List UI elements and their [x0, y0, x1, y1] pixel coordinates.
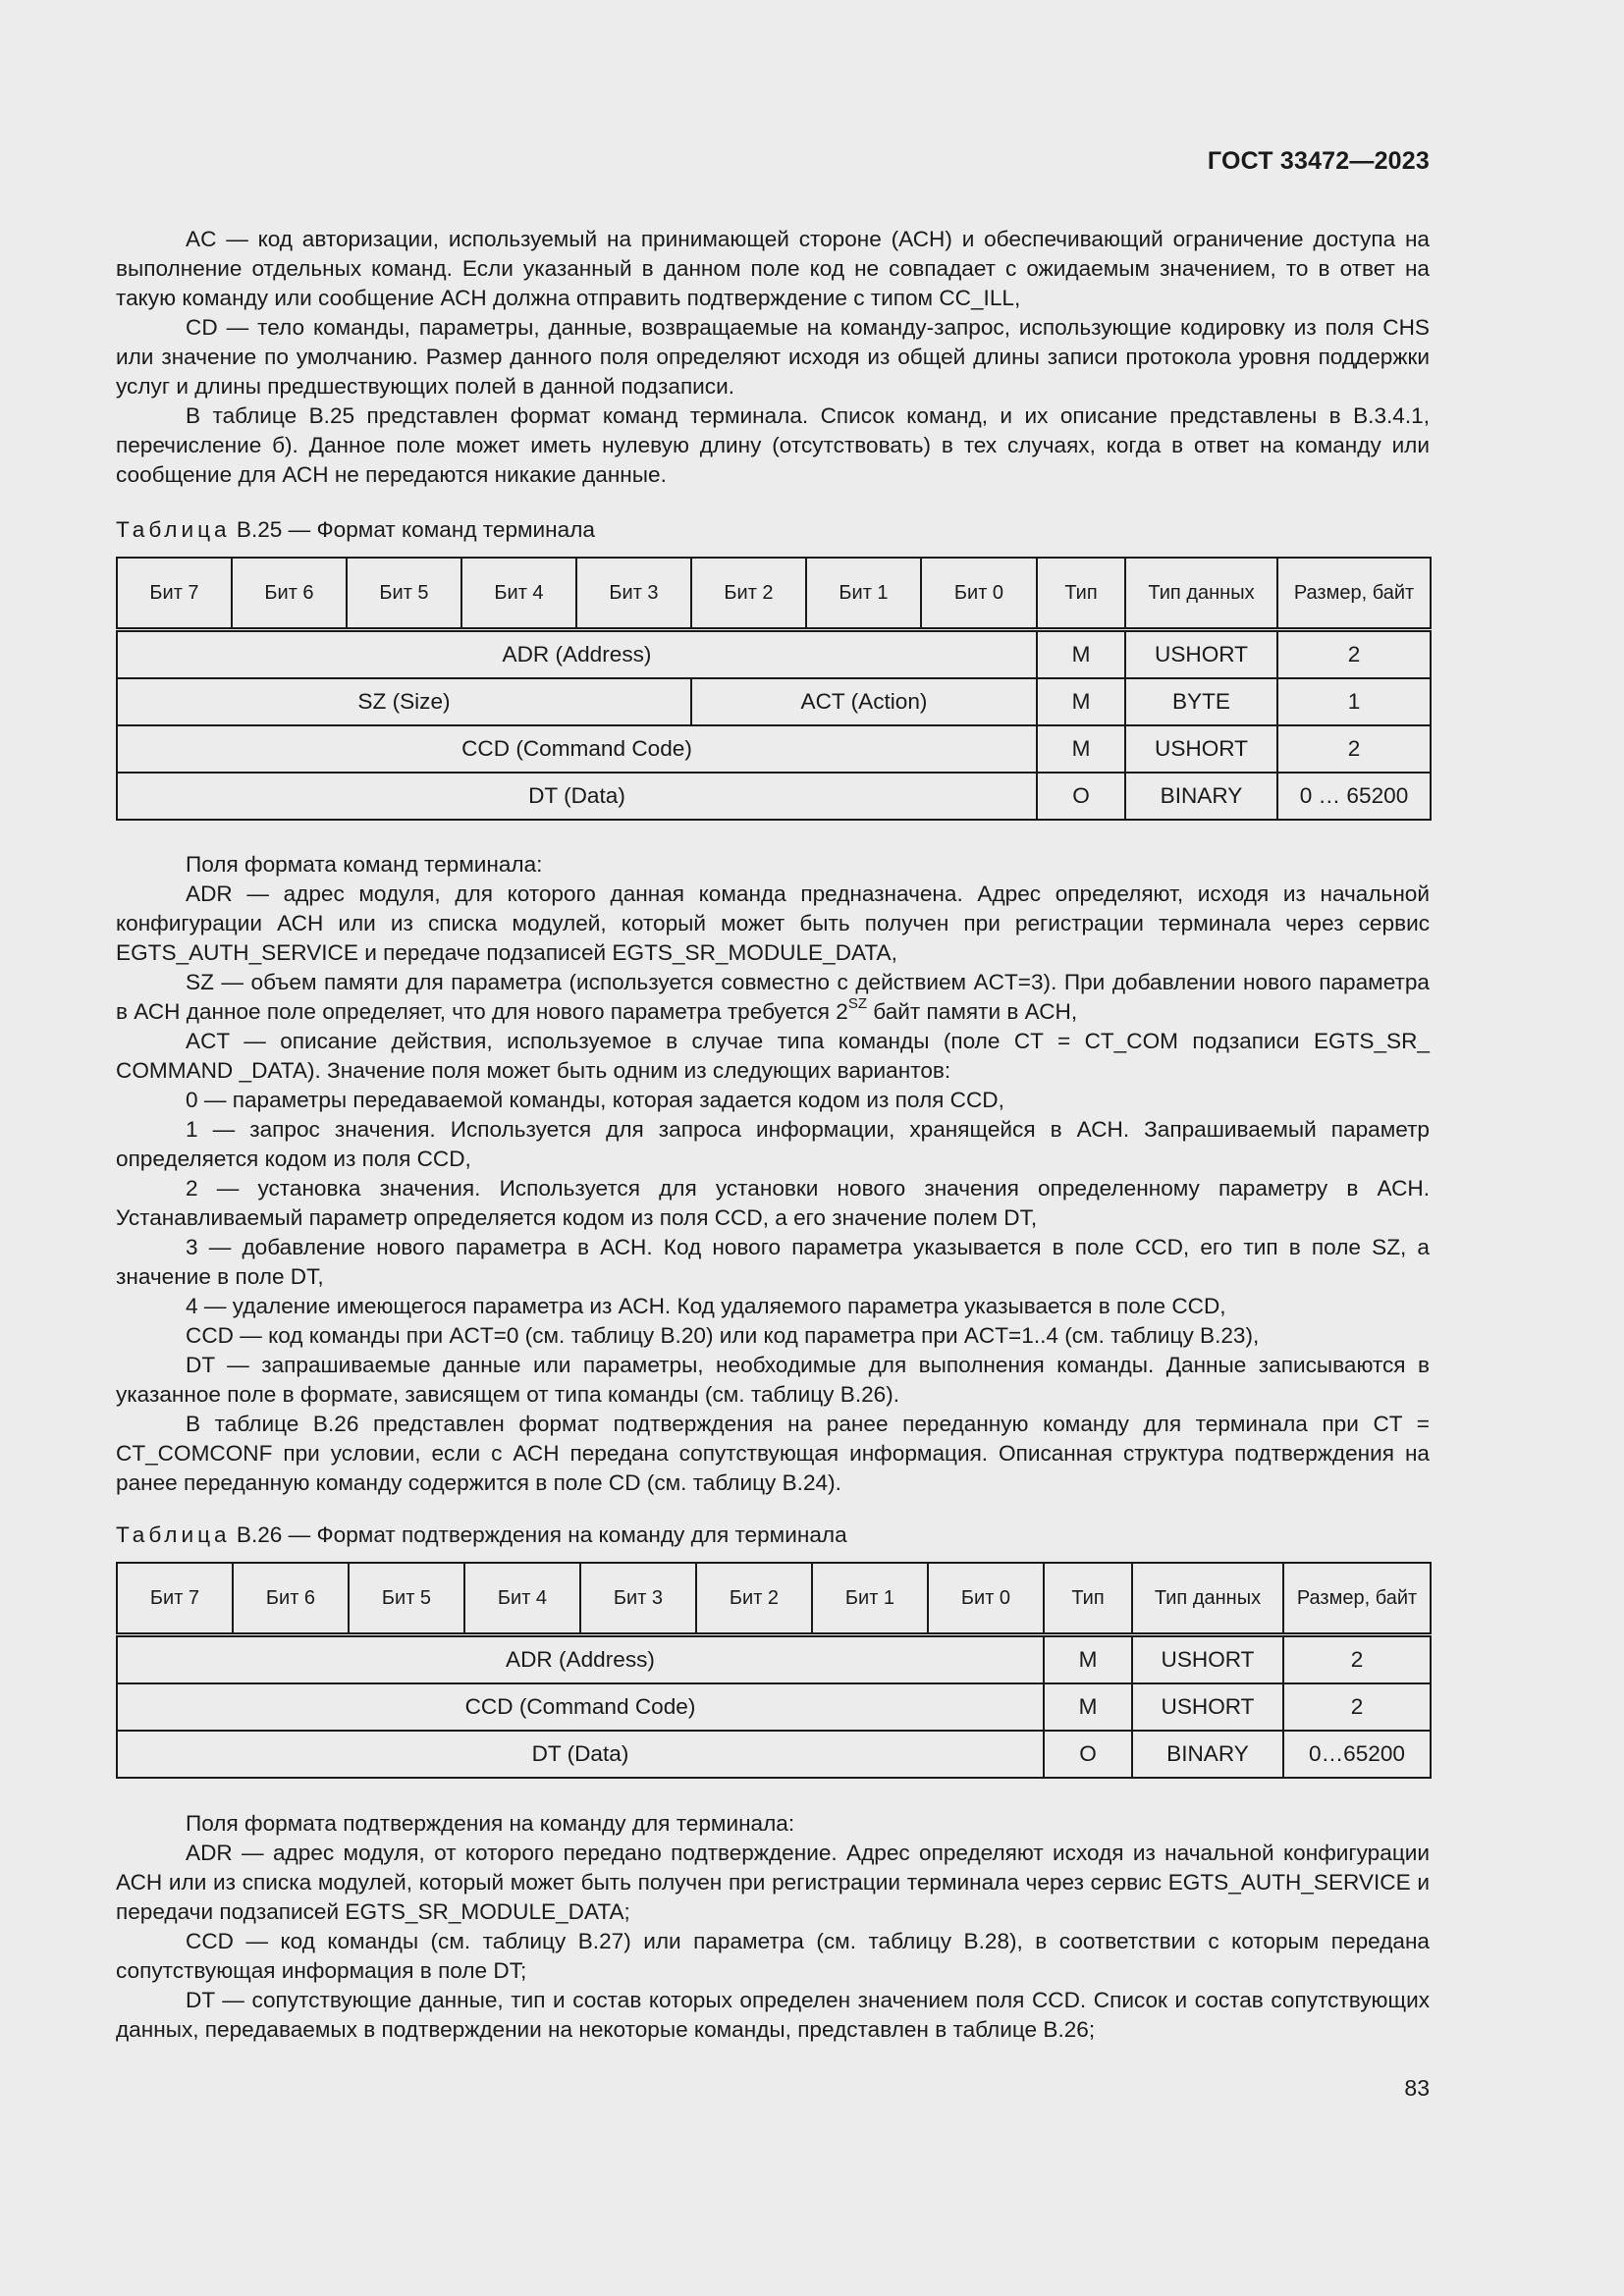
document-id: ГОСТ 33472—2023: [1207, 147, 1430, 175]
header-cell: Бит 3: [576, 558, 691, 630]
header-cell: Бит 5: [347, 558, 461, 630]
header-cell: Бит 4: [464, 1563, 580, 1635]
header-cell: Бит 1: [812, 1563, 928, 1635]
header-cell: Размер, байт: [1283, 1563, 1431, 1635]
type-cell: M: [1037, 678, 1125, 725]
sz-superscript: SZ: [847, 995, 868, 1013]
header-cell: Тип данных: [1125, 558, 1277, 630]
header-cell: Тип: [1044, 1563, 1132, 1635]
header-cell: Бит 0: [928, 1563, 1044, 1635]
table-row: [117, 630, 1431, 679]
size-cell: 2: [1277, 725, 1431, 773]
table-b25: [116, 557, 1432, 821]
dtype-cell: BYTE: [1125, 678, 1277, 725]
paragraph-sz: [116, 968, 1430, 1027]
paragraph: Поля формата подтверждения на команду для терминала:: [186, 1811, 795, 1836]
paragraph-adr: ADR — адрес модуля, для которого данная команда предназначена. Адрес определяют, исходя из начальной конфигурации АСН или из списка модулей, который может быть получен при регистрации терминала через сервис EGTS_AUTH_SERVICE и передаче подзаписей EGTS_SR_MODULE_DATA,: [116, 881, 1430, 965]
dtype-cell: USHORT: [1125, 725, 1277, 773]
middle-section: [116, 850, 1430, 1498]
header-cell: Бит 2: [691, 558, 806, 630]
table-b25-wrapper: [116, 557, 1430, 821]
field-cell: CCD (Command Code): [117, 725, 1037, 773]
sz-text: SZ — объем памяти для параметра (используется совместно с действием ACT=3). При добавлении нового параметра в АСН данное поле определяет, что для нового параметра требуется 2: [116, 970, 1430, 1024]
paragraph-ccd: CCD — код команды (см. таблицу В.27) или параметра (см. таблицу В.28), в соответствии с которым передана сопутствующая информация в поле DT;: [116, 1929, 1430, 1983]
paragraph-adr: ADR — адрес модуля, от которого передано подтверждение. Адрес определяют исходя из начальной конфигурации АСН или из списка модулей, который может быть получен при регистрации терминала через сервис EGTS_AUTH_SERVICE и передачи подзаписей EGTS_SR_MODULE_DATA;: [116, 1841, 1430, 1924]
field-cell: DT (Data): [117, 773, 1037, 820]
size-cell: 0…65200: [1283, 1731, 1431, 1778]
field-cell: ACT (Action): [691, 678, 1037, 725]
paragraph-ac: AC — код авторизации, используемый на принимающей стороне (АСН) и обеспечивающий ограничение доступа на выполнение отдельных команд. Если указанный в данном поле код не совпадает с ожидаемым значением, то в ответ на такую команду или сообщение АСН должна отправить подтверждение с типом CC_ILL,: [116, 227, 1430, 310]
paragraph-table-b26-intro: В таблице В.26 представлен формат подтверждения на ранее переданную команду для терминала при CT = CT_COMCONF при условии, если с АСН передана сопутствующая информация. Описанная структура подтверждения на ранее переданную команду содержится в поле CD (см. таблицу В.24).: [116, 1412, 1430, 1495]
header-cell: Бит 7: [117, 558, 232, 630]
header-cell: Бит 7: [117, 1563, 233, 1635]
paragraph-table-b25-intro: В таблице В.25 представлен формат команд терминала. Список команд, и их описание представлены в В.3.4.1, перечисление б). Данное поле может иметь нулевую длину (отсутствовать) в тех случаях, когда в ответ на команду или сообщение для АСН не передаются никакие данные.: [116, 403, 1430, 487]
size-cell: 1: [1277, 678, 1431, 725]
sz-text-end: байт памяти в АСН,: [867, 999, 1078, 1024]
caption-text: В.26 — Формат подтверждения на команду для терминала: [236, 1522, 847, 1547]
paragraph-cd: CD — тело команды, параметры, данные, возвращаемые на команду-запрос, использующие кодировку из поля CHS или значение по умолчанию. Размер данного поля определяют исходя из общей длины записи протокола уровня поддержки услуг и длины предшествующих полей в данной подзаписи.: [116, 315, 1430, 399]
header-cell: Бит 1: [806, 558, 921, 630]
paragraph-act-0: 0 — параметры передаваемой команды, которая задается кодом из поля CCD,: [186, 1088, 1004, 1112]
header-cell: Бит 2: [696, 1563, 812, 1635]
paragraph: Поля формата команд терминала:: [186, 852, 543, 877]
size-cell: 2: [1283, 1683, 1431, 1731]
table-row: [117, 1635, 1431, 1684]
field-cell: ADR (Address): [117, 630, 1037, 679]
paragraph-act: ACT — описание действия, используемое в случае типа команды (поле CT = CT_COM подзаписи EGTS_SR_ COMMAND _DATA). Значение поля может быть одним из следующих вариантов:: [116, 1029, 1430, 1083]
table-row: [117, 678, 1431, 725]
table-row: [117, 773, 1431, 820]
table-row: [117, 1731, 1431, 1778]
paragraph-act-4: 4 — удаление имеющегося параметра из АСН. Код удаляемого параметра указывается в поле CCD,: [186, 1294, 1226, 1318]
header-cell: Бит 5: [349, 1563, 464, 1635]
intro-section: [116, 225, 1430, 490]
table-b26-caption: [116, 1521, 1430, 1550]
type-cell: M: [1044, 1683, 1132, 1731]
dtype-cell: USHORT: [1125, 630, 1277, 679]
type-cell: M: [1037, 725, 1125, 773]
page-number: 83: [1404, 2075, 1430, 2101]
type-cell: O: [1037, 773, 1125, 820]
caption-text: В.25 — Формат команд терминала: [236, 517, 595, 542]
field-cell: DT (Data): [117, 1731, 1044, 1778]
paragraph-act-2: 2 — установка значения. Используется для установки нового значения определенному параметру в АСН. Устанавливаемый параметр определяется кодом из поля CCD, а его значение полем DT,: [116, 1176, 1430, 1230]
table-row: [117, 1683, 1431, 1731]
table-b26: [116, 1562, 1432, 1779]
caption-word: Таблица: [116, 517, 231, 542]
table-header-row: [117, 558, 1431, 630]
size-cell: 0 … 65200: [1277, 773, 1431, 820]
paragraph-act-1: 1 — запрос значения. Используется для запроса информации, хранящейся в АСН. Запрашиваемый параметр определяется кодом из поля CCD,: [116, 1117, 1430, 1171]
paragraph-dt: DT — сопутствующие данные, тип и состав которых определен значением поля CCD. Список и состав сопутствующих данных, передаваемых в подтверждении на некоторые команды, представлен в таблице В.26;: [116, 1988, 1430, 2042]
field-cell: CCD (Command Code): [117, 1683, 1044, 1731]
header-cell: Бит 6: [232, 558, 347, 630]
paragraph-dt: DT — запрашиваемые данные или параметры, необходимые для выполнения команды. Данные записываются в указанное поле в формате, зависящем от типа команды (см. таблицу В.26).: [116, 1353, 1430, 1407]
bottom-section: [116, 1809, 1430, 2045]
type-cell: M: [1037, 630, 1125, 679]
dtype-cell: BINARY: [1132, 1731, 1283, 1778]
field-cell: ADR (Address): [117, 1635, 1044, 1684]
header-cell: Бит 6: [233, 1563, 349, 1635]
field-cell: SZ (Size): [117, 678, 691, 725]
type-cell: O: [1044, 1731, 1132, 1778]
table-b25-caption: [116, 515, 1430, 545]
header-cell: Бит 3: [580, 1563, 696, 1635]
header-cell: Бит 4: [461, 558, 576, 630]
table-b26-wrapper: [116, 1562, 1430, 1779]
type-cell: M: [1044, 1635, 1132, 1684]
paragraph-ccd: CCD — код команды при ACT=0 (см. таблицу В.20) или код параметра при ACT=1..4 (см. таблицу В.23),: [186, 1323, 1260, 1348]
dtype-cell: BINARY: [1125, 773, 1277, 820]
header-cell: Тип: [1037, 558, 1125, 630]
header-cell: Размер, байт: [1277, 558, 1431, 630]
dtype-cell: USHORT: [1132, 1635, 1283, 1684]
caption-word: Таблица: [116, 1522, 231, 1547]
dtype-cell: USHORT: [1132, 1683, 1283, 1731]
header-cell: Тип данных: [1132, 1563, 1283, 1635]
paragraph-act-3: 3 — добавление нового параметра в АСН. Код нового параметра указывается в поле CCD, его тип в поле SZ, а значение в поле DT,: [116, 1235, 1430, 1289]
header-cell: Бит 0: [921, 558, 1037, 630]
size-cell: 2: [1277, 630, 1431, 679]
table-row: [117, 725, 1431, 773]
table-header-row: [117, 1563, 1431, 1635]
size-cell: 2: [1283, 1635, 1431, 1684]
